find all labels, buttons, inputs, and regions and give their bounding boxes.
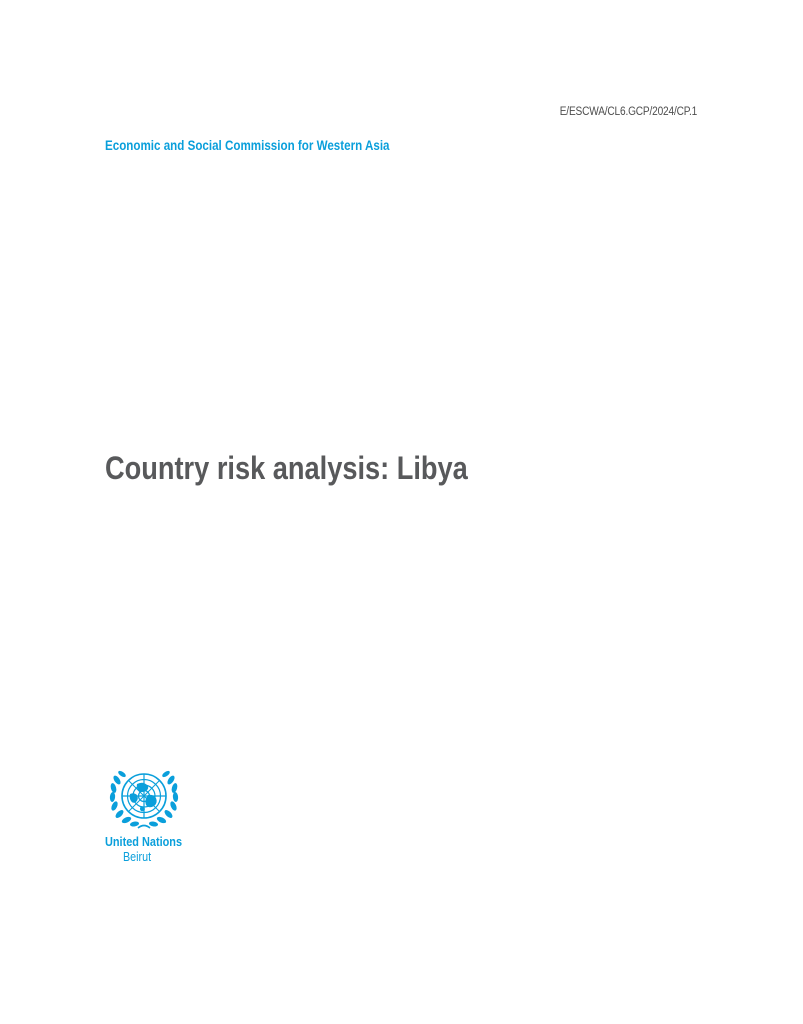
un-emblem-icon bbox=[103, 762, 185, 834]
document-symbol: E/ESCWA/CL6.GCP/2024/CP.1 bbox=[559, 106, 697, 118]
un-name-label: United Nations bbox=[105, 834, 183, 849]
report-title: Country risk analysis: Libya bbox=[105, 450, 468, 486]
organization-name: Economic and Social Commission for Western Asia bbox=[105, 138, 390, 153]
un-location-label: Beirut bbox=[123, 850, 152, 864]
